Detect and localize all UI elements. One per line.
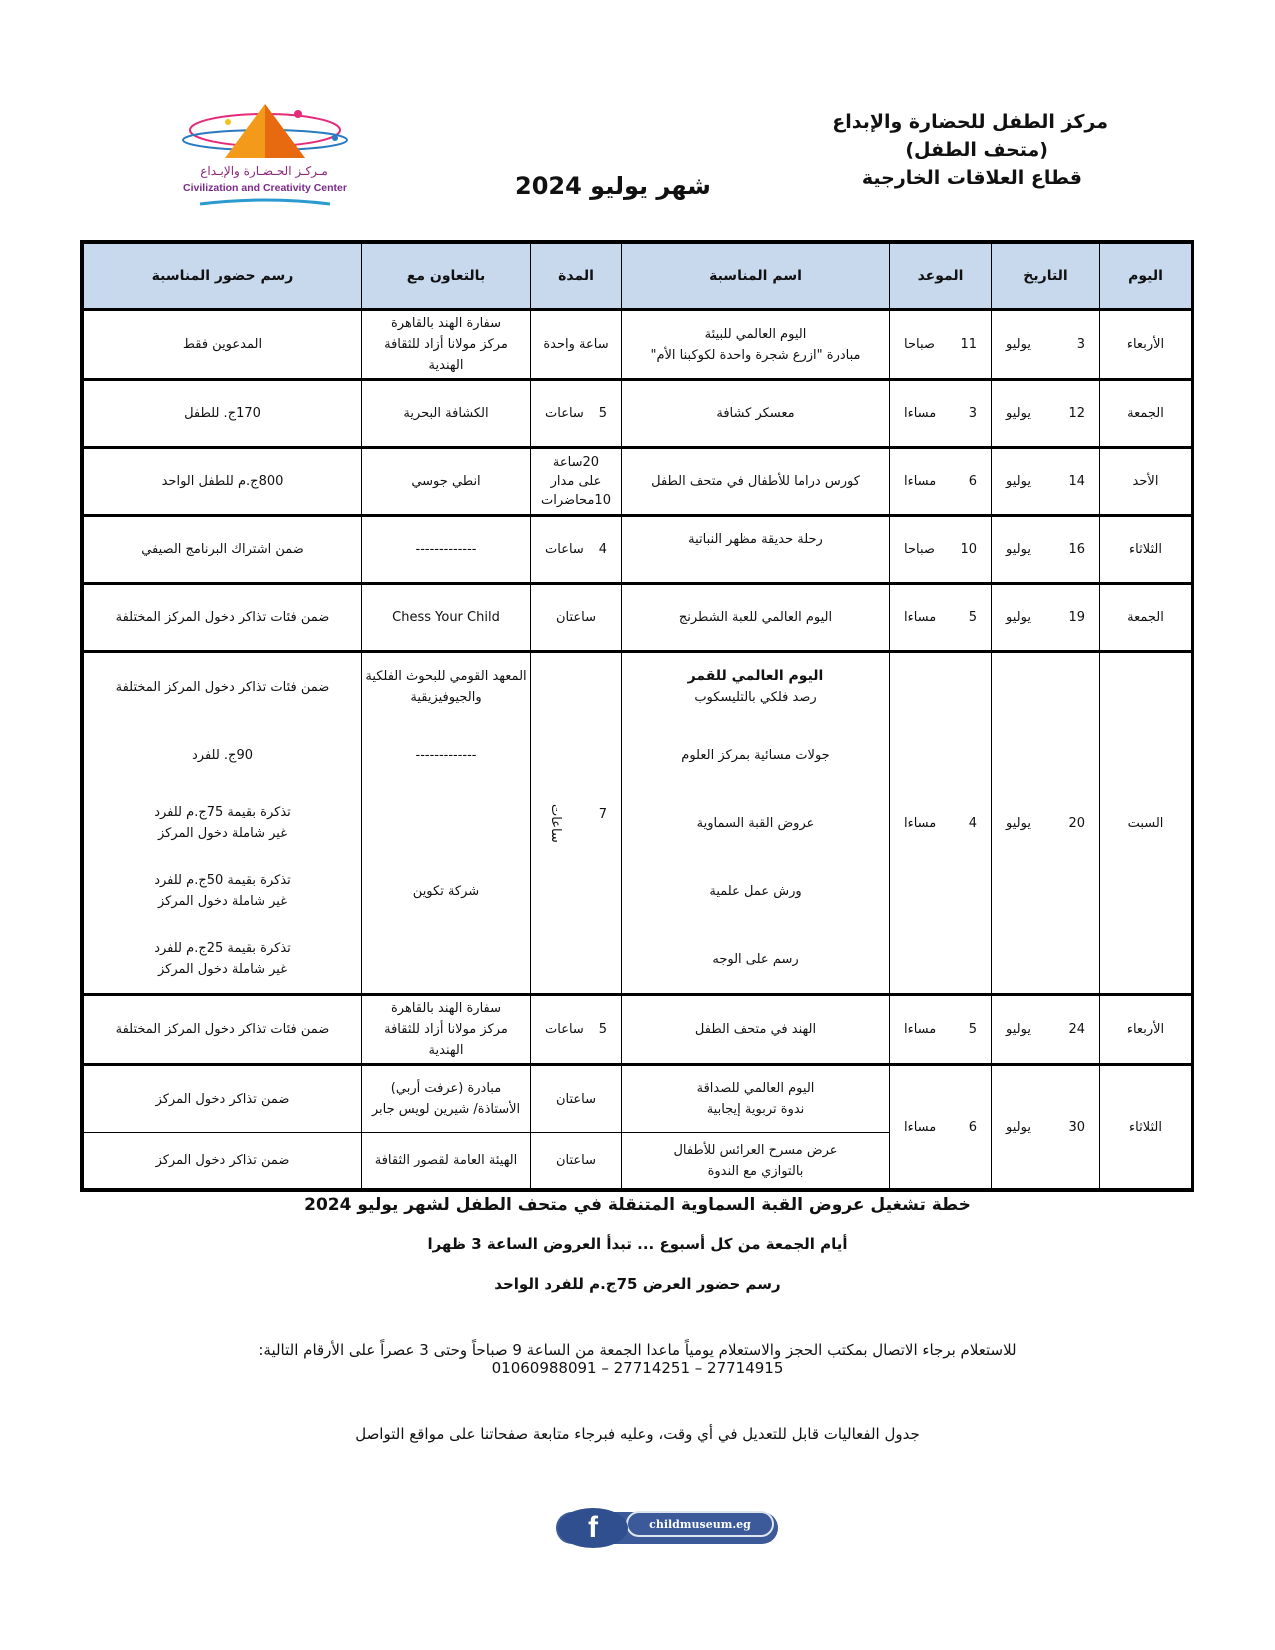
cell-event: كورس دراما للأطفال في متحف الطفل xyxy=(622,448,890,516)
cell-duration xyxy=(531,516,622,584)
time-period: مساءا xyxy=(904,610,937,625)
cell-partner-list xyxy=(362,652,531,995)
duration-unit: ساعات xyxy=(548,803,563,843)
list-item xyxy=(622,653,889,721)
cell-duration xyxy=(531,448,622,516)
org-name: مركز الطفل للحضارة والإبداع xyxy=(832,111,1108,133)
cell-time xyxy=(890,516,992,584)
cell-date xyxy=(992,310,1100,380)
header-date: التاريخ xyxy=(992,244,1100,310)
event-name: ورش عمل علمية xyxy=(709,883,802,899)
event-detail: مبادرة "ازرع شجرة واحدة لكوكبنا الأم" xyxy=(650,347,861,363)
cell-event: الهند في متحف الطفل xyxy=(622,995,890,1065)
pyramid-logo-icon xyxy=(170,100,360,215)
date-month: يوليو xyxy=(1006,474,1031,489)
duration-line: 10محاضرات xyxy=(541,493,611,508)
cell-duration: ساعتان xyxy=(531,1065,622,1133)
cell-event xyxy=(622,1065,890,1133)
time-number: 3 xyxy=(968,406,977,421)
table-row xyxy=(84,1065,1192,1133)
table-row xyxy=(84,584,1192,652)
date-month: يوليو xyxy=(1006,337,1031,352)
cell-partner xyxy=(362,1065,531,1133)
date-number: 24 xyxy=(1068,1022,1085,1037)
cell-time xyxy=(890,310,992,380)
cell-day: الثلاثاء xyxy=(1100,1065,1192,1189)
fee-line: تذكرة بقيمة 50ج.م للفرد xyxy=(154,873,291,888)
cell-event xyxy=(622,516,890,584)
header-event: اسم المناسبة xyxy=(622,244,890,310)
org-department: قطاع العلاقات الخارجية xyxy=(861,167,1082,189)
logo-arabic-name: مـركـز الحـضـارة والإبـداع xyxy=(200,164,328,178)
cell-time xyxy=(890,380,992,448)
table-row xyxy=(84,995,1192,1065)
event-detail: رصد فلكي بالتليسكوب xyxy=(694,690,817,705)
cell-fee: ضمن فئات تذاكر دخول المركز المختلفة xyxy=(84,584,362,652)
date-number: 19 xyxy=(1068,610,1085,625)
cell-date xyxy=(992,448,1100,516)
date-month: يوليو xyxy=(1006,406,1031,421)
header-day: اليوم xyxy=(1100,244,1192,310)
events-table xyxy=(80,240,1194,1192)
table-row xyxy=(84,380,1192,448)
cell-event: معسكر كشافة xyxy=(622,380,890,448)
cell-date xyxy=(992,995,1100,1065)
fee-line: تذكرة بقيمة 75ج.م للفرد xyxy=(154,805,291,820)
table-row xyxy=(84,310,1192,380)
facebook-icon[interactable]: f xyxy=(558,1508,628,1548)
time-period: مساءا xyxy=(904,815,937,831)
list-item xyxy=(84,925,361,993)
table-row xyxy=(84,516,1192,584)
cell-duration xyxy=(531,652,622,995)
cell-date xyxy=(992,1065,1100,1189)
partner-line: مركز مولانا أزاد للثقافة الهندية xyxy=(384,337,508,373)
cell-fee: ضمن اشتراك البرنامج الصيفي xyxy=(84,516,362,584)
duration-number: 4 xyxy=(598,542,607,557)
cell-duration xyxy=(531,380,622,448)
cell-duration xyxy=(531,995,622,1065)
partner-line: الأستاذة/ شيرين لويس جابر xyxy=(371,1102,521,1117)
cell-partner: الكشافة البحرية xyxy=(362,380,531,448)
logo-english-name: Civilization and Creativity Center xyxy=(183,182,347,194)
list-item xyxy=(362,789,530,857)
cell-duration: ساعتان xyxy=(531,584,622,652)
duration-number: 7 xyxy=(598,806,607,822)
list-item xyxy=(622,857,889,925)
cell-fee: ضمن تذاكر دخول المركز xyxy=(84,1065,362,1133)
logo xyxy=(170,100,360,215)
cell-day: الأحد xyxy=(1100,448,1192,516)
list-item xyxy=(362,925,530,993)
partner-line: مركز مولانا أزاد للثقافة الهندية xyxy=(384,1022,508,1058)
date-number: 20 xyxy=(1068,815,1085,831)
duration-unit: ساعات xyxy=(545,1022,584,1037)
header-fee: رسم حضور المناسبة xyxy=(84,244,362,310)
cell-duration: ساعة واحدة xyxy=(531,310,622,380)
event-name: رحلة حديقة مظهر النباتية xyxy=(688,532,823,547)
date-month: يوليو xyxy=(1006,610,1031,625)
cell-time xyxy=(890,448,992,516)
duration-number: 5 xyxy=(598,1022,607,1037)
cell-partner: انطي جوسي xyxy=(362,448,531,516)
facebook-handle[interactable]: childmuseum.eg xyxy=(626,1511,774,1537)
duration-line: على مدار xyxy=(550,474,602,489)
disclaimer: جدول الفعاليات قابل للتعديل في أي وقت، وعليه فبرجاء متابعة صفحاتنا على مواقع التواصل xyxy=(355,1425,920,1443)
duration-unit: ساعات xyxy=(545,542,584,557)
duration-line: 20ساعة xyxy=(552,455,600,470)
fee-line: 90ج. للفرد xyxy=(191,747,253,763)
event-name: اليوم العالمي للبيئة xyxy=(704,326,807,342)
date-number: 30 xyxy=(1068,1119,1085,1135)
cell-date xyxy=(992,584,1100,652)
cell-day: الجمعة xyxy=(1100,584,1192,652)
cell-fee: ضمن فئات تذاكر دخول المركز المختلفة xyxy=(84,995,362,1065)
table-header-row xyxy=(84,244,1192,310)
header-duration: المدة xyxy=(531,244,622,310)
cell-day: الأربعاء xyxy=(1100,310,1192,380)
cell-partner: ------------- xyxy=(362,516,531,584)
event-detail: ندوة تربوية إيجابية xyxy=(706,1102,805,1117)
list-item xyxy=(362,857,530,925)
page-title: شهر يوليو 2024 xyxy=(515,172,711,200)
list-item xyxy=(362,721,530,789)
time-period: صباحا xyxy=(904,542,935,557)
time-period: صباحا xyxy=(904,337,935,352)
time-number: 6 xyxy=(968,1119,977,1135)
cell-event xyxy=(622,310,890,380)
date-number: 16 xyxy=(1068,542,1085,557)
time-number: 6 xyxy=(968,474,977,489)
cell-partner: Chess Your Child xyxy=(362,584,531,652)
cell-duration: ساعتان xyxy=(531,1133,622,1189)
table-row xyxy=(84,448,1192,516)
cell-partner xyxy=(362,310,531,380)
time-period: مساءا xyxy=(904,474,937,489)
event-name: عرض مسرح العرائس للأطفال xyxy=(673,1142,838,1158)
time-number: 5 xyxy=(968,610,977,625)
list-item xyxy=(622,789,889,857)
cell-fee: المدعوين فقط xyxy=(84,310,362,380)
fee-line: غير شاملة دخول المركز xyxy=(158,894,287,909)
list-item xyxy=(622,925,889,993)
partner-line: شركة تكوين xyxy=(412,883,480,899)
event-name: رسم على الوجه xyxy=(712,951,799,967)
fee-line: ضمن فئات تذاكر دخول المركز المختلفة xyxy=(115,679,330,695)
org-subtitle: (متحف الطفل) xyxy=(905,139,1048,161)
list-item xyxy=(84,653,361,721)
fee-line: غير شاملة دخول المركز xyxy=(158,962,287,977)
header-partner: بالتعاون مع xyxy=(362,244,531,310)
planetarium-fee: رسم حضور العرض 75ج.م للفرد الواحد xyxy=(494,1275,781,1293)
cell-date xyxy=(992,380,1100,448)
time-period: مساءا xyxy=(904,1119,937,1135)
list-item xyxy=(362,653,530,721)
contact-info: للاستعلام برجاء الاتصال بمكتب الحجز والاستعلام يومياً ماعدا الجمعة من الساعة 9 صباحاً وحتى 3 عصراً على الأرقام التالية: xyxy=(258,1341,1017,1359)
date-month: يوليو xyxy=(1006,1119,1031,1135)
facebook-badge[interactable] xyxy=(556,1508,778,1548)
time-number: 10 xyxy=(960,542,977,557)
date-number: 3 xyxy=(1076,337,1085,352)
time-period: مساءا xyxy=(904,406,937,421)
list-item xyxy=(84,721,361,789)
phone-numbers: 01060988091 – 27714251 – 27714915 xyxy=(491,1359,784,1377)
partner-line: سفارة الهند بالقاهرة xyxy=(390,1001,501,1016)
cell-date xyxy=(992,516,1100,584)
partner-line: ------------- xyxy=(415,747,477,763)
list-item xyxy=(84,857,361,925)
duration-number: 5 xyxy=(598,406,607,421)
time-number: 11 xyxy=(960,337,977,352)
date-month: يوليو xyxy=(1006,542,1031,557)
cell-day: السبت xyxy=(1100,652,1192,995)
cell-date xyxy=(992,652,1100,995)
planetarium-title: خطة تشغيل عروض القبة السماوية المتنقلة في متحف الطفل لشهر يوليو 2024 xyxy=(304,1195,971,1215)
cell-fee-list xyxy=(84,652,362,995)
event-name: اليوم العالمي للقمر xyxy=(687,668,824,684)
notes-section xyxy=(0,1195,1275,1443)
event-name: جولات مسائية بمركز العلوم xyxy=(681,747,830,763)
date-number: 12 xyxy=(1068,406,1085,421)
cell-event-list xyxy=(622,652,890,995)
event-name: عروض القبة السماوية xyxy=(696,815,815,831)
cell-fee: ضمن تذاكر دخول المركز xyxy=(84,1133,362,1189)
fee-line: غير شاملة دخول المركز xyxy=(158,826,287,841)
time-number: 4 xyxy=(968,815,977,831)
cell-event xyxy=(622,1133,890,1189)
cell-time xyxy=(890,652,992,995)
cell-time xyxy=(890,995,992,1065)
fee-line: تذكرة بقيمة 25ج.م للفرد xyxy=(154,941,291,956)
planetarium-schedule: أيام الجمعة من كل أسبوع ... تبدأ العروض الساعة 3 ظهرا xyxy=(427,1235,848,1253)
cell-day: الأربعاء xyxy=(1100,995,1192,1065)
partner-line: والجيوفيزيقية xyxy=(410,690,482,705)
partner-line: سفارة الهند بالقاهرة xyxy=(390,316,501,331)
event-name: اليوم العالمي للصداقة xyxy=(696,1081,815,1096)
cell-time xyxy=(890,584,992,652)
cell-fee: 170ج. للطفل xyxy=(84,380,362,448)
header-time: الموعد xyxy=(890,244,992,310)
date-month: يوليو xyxy=(1006,1022,1031,1037)
cell-time xyxy=(890,1065,992,1189)
cell-fee: 800ج.م للطفل الواحد xyxy=(84,448,362,516)
org-header xyxy=(810,108,1110,192)
partner-line: المعهد القومي للبحوث الفلكية xyxy=(365,669,527,684)
table-row-moon-day xyxy=(84,652,1192,995)
partner-line: مبادرة (عرفت أربي) xyxy=(390,1081,502,1096)
cell-partner xyxy=(362,995,531,1065)
cell-partner: الهيئة العامة لقصور الثقافة xyxy=(362,1133,531,1189)
cell-event: اليوم العالمي للعبة الشطرنج xyxy=(622,584,890,652)
list-item xyxy=(622,721,889,789)
date-month: يوليو xyxy=(1006,815,1031,831)
time-number: 5 xyxy=(968,1022,977,1037)
cell-day: الثلاثاء xyxy=(1100,516,1192,584)
event-detail: بالتوازي مع الندوة xyxy=(707,1163,804,1179)
time-period: مساءا xyxy=(904,1022,937,1037)
cell-day: الجمعة xyxy=(1100,380,1192,448)
duration-unit: ساعات xyxy=(545,406,584,421)
date-number: 14 xyxy=(1068,474,1085,489)
list-item xyxy=(84,789,361,857)
